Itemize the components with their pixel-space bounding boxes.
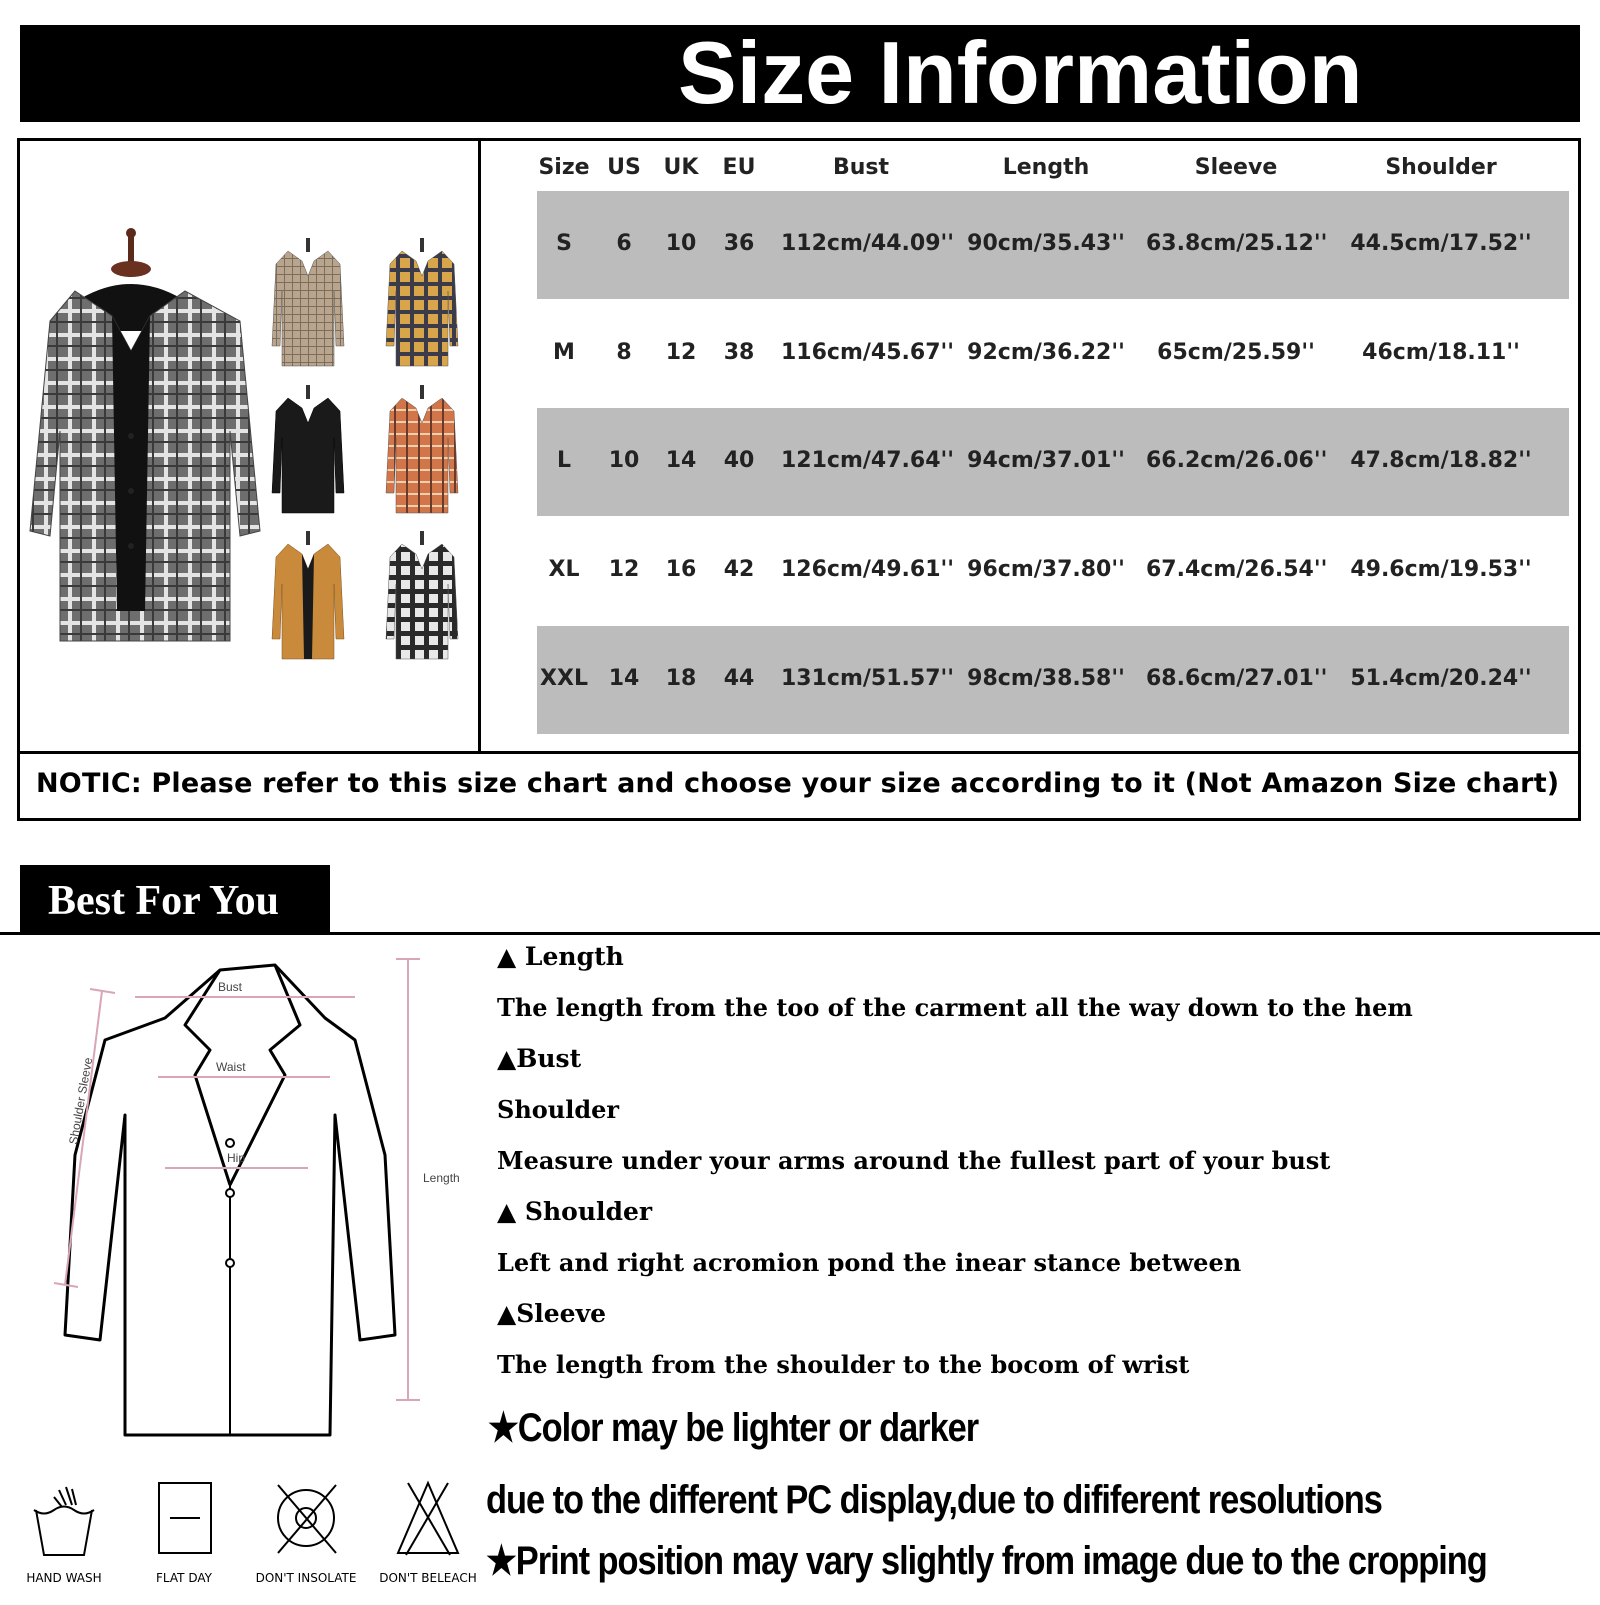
desc-shoulder-head: ▲ Shoulder [497,1197,653,1226]
cell-shoulder: 44.5cm/17.52'' [1350,231,1532,256]
cell-length: 92cm/36.22'' [967,340,1125,365]
main-coat [30,228,260,641]
cell-sleeve: 68.6cm/27.01'' [1146,666,1328,691]
size-table [481,141,1578,751]
table-row [537,517,1569,625]
cell-size: S [556,231,572,256]
desc-bust-text: Measure under your arms around the fullest part of your bust [497,1146,1331,1175]
cell-bust: 131cm/51.57'' [781,666,954,691]
cell-us: 8 [616,340,632,365]
cell-sleeve: 63.8cm/25.12'' [1146,231,1328,256]
cell-us: 6 [616,231,632,256]
coat-thumb-camel [272,531,344,659]
desc-sleeve-text: The length from the shoulder to the bocom of wrist [497,1350,1190,1379]
header-length: Length [1002,155,1090,180]
note-color: ★Color may be lighter or darker [488,1406,979,1450]
care-dont-bleach [378,1475,478,1605]
desc-shoulder-text: Left and right acromion pond the inear stance between [497,1248,1242,1277]
care-dont-insolate [256,1475,356,1605]
cell-us: 10 [608,448,640,473]
care-flat-dry [134,1475,234,1605]
diagram-label-length: Length [423,1171,460,1185]
cell-eu: 44 [723,666,755,691]
coat-thumb-yellow-plaid [386,238,458,366]
table-row [537,191,1569,299]
cell-uk: 18 [665,666,697,691]
cell-us: 12 [608,557,640,582]
dont-insolate-icon [256,1475,356,1565]
header-uk: UK [663,155,699,180]
cell-eu: 36 [723,231,755,256]
flat-dry-icon [134,1475,234,1565]
cell-shoulder: 49.6cm/19.53'' [1350,557,1532,582]
coat-thumb-orange-plaid [386,385,458,513]
care-hand-wash [14,1475,114,1605]
size-panel [17,138,1581,821]
note-display: due to the different PC display,due to dififerent resolutions [486,1478,1382,1522]
section-divider [0,932,1600,935]
cell-uk: 12 [665,340,697,365]
care-label: DON'T BELEACH [379,1571,477,1585]
hand-wash-icon [14,1475,114,1565]
cell-shoulder: 51.4cm/20.24'' [1350,666,1532,691]
desc-length-head: ▲ Length [497,942,624,971]
notice-text: NOTIC: Please refer to this size chart and choose your size according to it (Not Amazon Size chart) [36,768,1560,799]
title-banner [20,25,1580,122]
header-size: Size [538,155,590,180]
coat-thumbnails [20,141,478,751]
care-label: DON'T INSOLATE [255,1571,357,1585]
page-title: Size Information [678,23,1363,122]
measurement-diagram [30,955,470,1450]
best-for-you-tab [20,865,330,935]
header-us: US [607,155,641,180]
cell-shoulder: 46cm/18.11'' [1362,340,1520,365]
care-label: FLAT DAY [156,1571,212,1585]
cell-uk: 16 [665,557,697,582]
care-label: HAND WASH [26,1571,102,1585]
product-images [20,141,481,751]
diagram-label-bust: Bust [218,980,243,994]
desc-sleeve-head: ▲Sleeve [497,1299,607,1328]
cell-bust: 112cm/44.09'' [781,231,954,256]
cell-length: 96cm/37.80'' [967,557,1125,582]
notice [20,751,1578,821]
table-row [537,300,1569,408]
cell-sleeve: 66.2cm/26.06'' [1146,448,1328,473]
diagram-label-hip: Hip [227,1151,246,1165]
header-eu: EU [722,155,756,180]
coat-thumb-black [272,385,344,513]
cell-bust: 126cm/49.61'' [781,557,954,582]
coat-thumb-tan [272,238,344,366]
cell-eu: 38 [723,340,755,365]
cell-size: L [556,448,572,473]
cell-length: 94cm/37.01'' [967,448,1125,473]
cell-bust: 116cm/45.67'' [781,340,954,365]
cell-size: M [553,340,575,365]
desc-bust-head: ▲Bust [497,1044,582,1073]
note-print: ★Print position may vary slightly from image due to the cropping [486,1539,1487,1583]
cell-uk: 10 [665,231,697,256]
cell-eu: 42 [723,557,755,582]
cell-sleeve: 65cm/25.59'' [1157,340,1315,365]
dont-bleach-icon [378,1475,478,1565]
cell-bust: 121cm/47.64'' [781,448,954,473]
cell-length: 90cm/35.43'' [967,231,1125,256]
table-row [537,408,1569,516]
cell-us: 14 [608,666,640,691]
desc-bust-sub: Shoulder [497,1095,620,1124]
cell-size: XXL [540,666,588,691]
header-sleeve: Sleeve [1194,155,1278,180]
diagram-label-waist: Waist [216,1060,246,1074]
cell-eu: 40 [723,448,755,473]
cell-shoulder: 47.8cm/18.82'' [1350,448,1532,473]
diagram-label-shoulder-sleeve: Shoulder Sleeve [66,1056,96,1146]
cell-length: 98cm/38.58'' [967,666,1125,691]
cell-uk: 14 [665,448,697,473]
cell-size: XL [548,557,580,582]
header-bust: Bust [832,155,890,180]
coat-thumb-bw-plaid [386,531,458,659]
table-row [537,626,1569,734]
best-for-you-label: Best For You [48,878,279,924]
cell-sleeve: 67.4cm/26.54'' [1146,557,1328,582]
header-shoulder: Shoulder [1385,155,1497,180]
desc-length-text: The length from the too of the carment all the way down to the hem [497,993,1413,1022]
